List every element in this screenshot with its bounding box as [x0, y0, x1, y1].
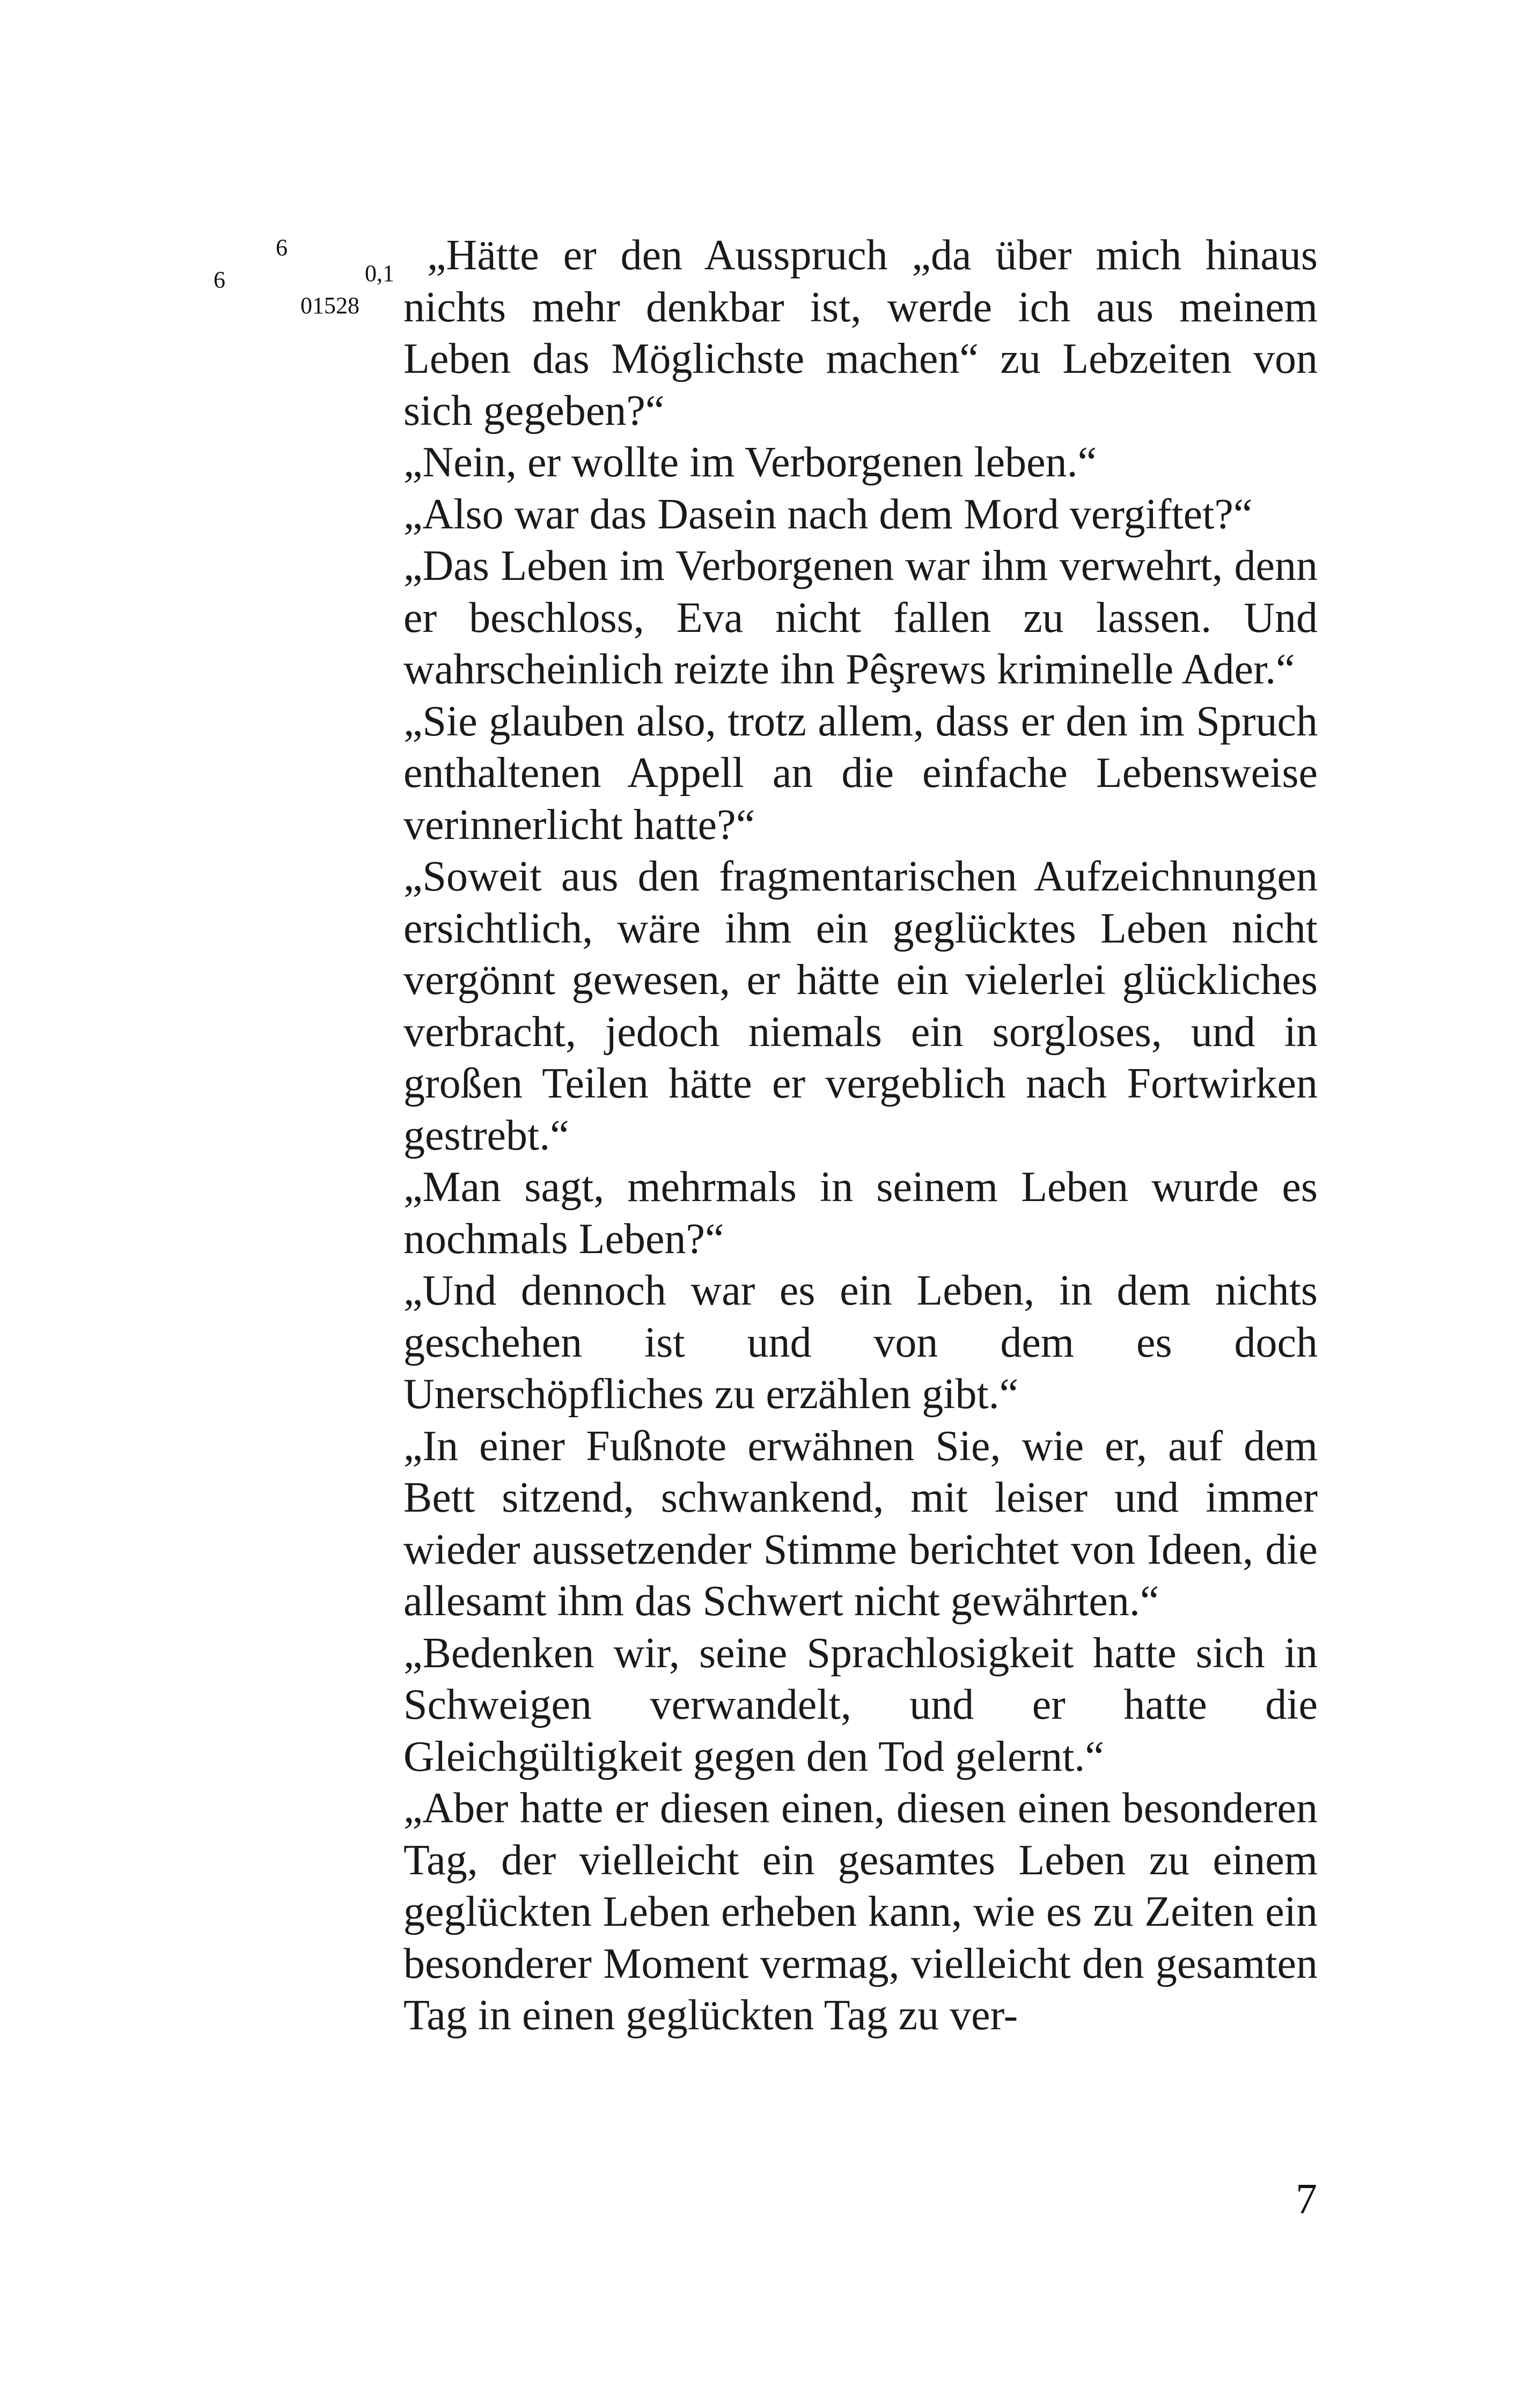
margin-note: 6 — [214, 267, 225, 293]
paragraph: „Nein, er wollte im Verborgenen leben.“ — [403, 439, 1097, 486]
paragraph: „Bedenken wir, seine Sprachlosigkeit hatte sich in Schweigen verwandelt, und er hatte die Gleichgültigkeit gegen den Tod gelernt.“ — [403, 1629, 1318, 1780]
paragraph: „Man sagt, mehrmals in seinem Leben wurde es nochmals Leben?“ — [403, 1164, 1318, 1263]
paragraph: „Aber hatte er diesen einen, diesen einen besonderen Tag, der vielleicht ein gesamtes Leben zu einem geglückten Leben erheben kann, wie es zu Zeiten ein besonderer Moment vermag, vielleicht den gesamten Tag in einen geglückten Tag zu ver- — [403, 1785, 1318, 2039]
paragraph: „Hätte er den Ausspruch „da über mich hinaus nichts mehr denkbar ist, werde ich aus meinem Leben das Möglichste machen“ zu Lebzeiten von sich gegeben?“ — [403, 232, 1318, 435]
page-number: 7 — [1296, 2176, 1317, 2223]
paragraph: „In einer Fußnote erwähnen Sie, wie er, auf dem Bett sitzend, schwankend, mit leiser und immer wieder aussetzender Stimme berichtet von Ideen, die allesamt ihm das Schwert nicht gewährten.“ — [403, 1422, 1318, 1625]
margin-note: 01528 — [300, 292, 359, 319]
body-text — [403, 230, 1318, 2042]
margin-note: 6 — [276, 234, 288, 261]
margin-note: 0,1 — [365, 260, 394, 286]
paragraph: „Also war das Dasein nach dem Mord vergiftet?“ — [403, 490, 1253, 538]
paragraph: „Sie glauben also, trotz allem, dass er den im Spruch enthaltenen Appell an die einfache Lebensweise verinnerlicht hatte?“ — [403, 697, 1318, 849]
paragraph: „Soweit aus den fragmentarischen Aufzeichnungen ersichtlich, wäre ihm ein geglücktes Leben nicht vergönnt gewesen, er hätte ein vielerlei glückliches verbracht, jedoch niemals ein sorgloses, und in großen Teilen hätte er vergeblich nach Fortwirken gestrebt.“ — [403, 853, 1318, 1159]
paragraph: „Das Leben im Verborgenen war ihm verwehrt, denn er beschloss, Eva nicht fallen zu lassen. Und wahrscheinlich reizte ihn Pêşrews kriminelle Ader.“ — [403, 542, 1318, 693]
paragraph: „Und dennoch war es ein Leben, in dem nichts geschehen ist und von dem es doch Unerschöpfliches zu erzählen gibt.“ — [403, 1267, 1318, 1418]
